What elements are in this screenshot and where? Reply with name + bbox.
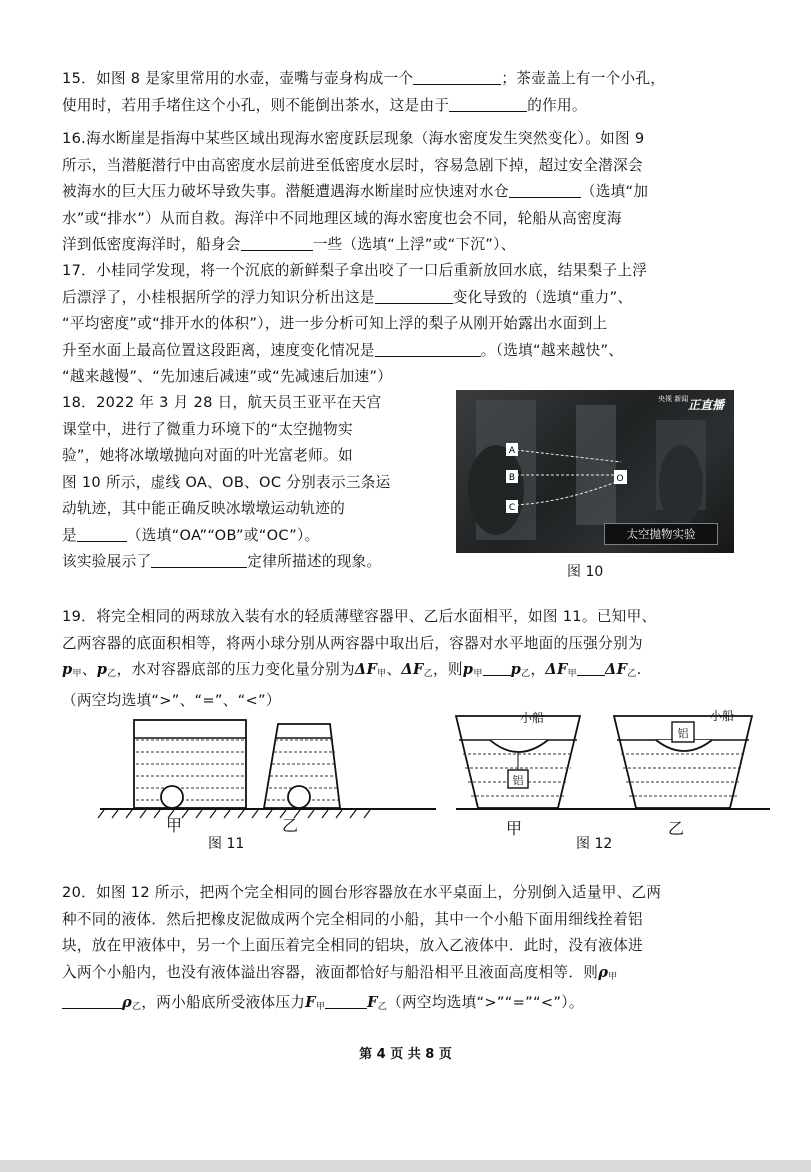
- question-16: 16.海水断崖是指海中某些区域出现海水密度跃层现象（海水密度发生突然变化）。如图 9 所示，当潜艇潜行中由高密度水层前进至低密度水层时，容易急剧下掉，超过安全潜深会 被海水的巨大压力破坏导致失事。潜艇遭遇海水断崖时应快速对水仓 （选填“加 水”或“排水”）从而自救。海洋中不同地理区域的海水密度也会不同，轮船从高密度海 洋到低密度海洋时，船身会 一些（选填“上浮”或“下沉”）、: [62, 130, 649, 253]
- question-20: 20．如图 12 所示，把两个完全相同的圆台形容器放在水平桌面上，分别倒入适量甲、乙两 种不同的液体．然后把橡皮泥做成两个完全相同的小船，其中一个小船下面用细线拴着铝 块，放在甲液体中，另一个上面压着完全相同的铝块，放入乙液体中．此时，没有液体进 入两个小船内，也没有液体溢出容器，液面都恰好与船沿相平且液面高度相等．则$\rho_甲$ $\rho_乙$，两小船底所受液体压力$F_甲$ $F_乙$（两空均选填“>”“=”“<”）。: [62, 884, 662, 1012]
- figure-11-caption: 图 11: [208, 836, 245, 852]
- scan-bottom-edge: [0, 1160, 811, 1172]
- q16-blank-2[interactable]: [241, 234, 313, 251]
- question-18: 18．2022 年 3 月 28 日，航天员王亚平在天宫 课堂中，进行了微重力环境下的“太空抛物实 验”，她将冰墩墩抛向对面的叶光富老师。如 图 10 所示，虚线 OA、OB、OC 分别表示三条运 动轨迹，其中能正确反映冰墩墩运动轨迹的 是 （选填“OA”“OB”或“OC”）。 该实验展示了 定律所描述的现象。: [62, 394, 391, 570]
- q17-blank-1[interactable]: [375, 287, 453, 304]
- traj-label-o: O: [616, 474, 624, 484]
- traj-label-c: C: [508, 503, 516, 513]
- q16-blank-1[interactable]: [509, 181, 581, 198]
- figure-12-diagram: [448, 706, 778, 856]
- figure-12-caption: 图 12: [576, 836, 613, 852]
- fig11-label-jia: 甲: [166, 816, 183, 835]
- fig12-al-right: 铝: [677, 727, 689, 740]
- question-17: 17．小桂同学发现，将一个沉底的新鲜梨子拿出咬了一口后重新放回水底，结果梨子上浮 后漂浮了，小桂根据所学的浮力知识分析出这是 变化导致的（选填“重力”、 “平均密度”或“排开水的体积”），进一步分析可知上浮的梨子从刚开始露出水面到上 升至水面上最高位置这段距离，速度变化情况是 。（选填“越来越快”、 “越来越慢”、“先加速后减速”或“先减速后加速”）: [62, 262, 648, 385]
- traj-label-b: B: [508, 473, 516, 483]
- q20-blank-2[interactable]: [325, 992, 367, 1009]
- q18-blank-2[interactable]: [151, 551, 247, 568]
- q19-blank-2[interactable]: [577, 659, 605, 676]
- broadcast-logo: 央视 新闻 正直播: [657, 395, 724, 412]
- traj-label-a: A: [508, 446, 516, 456]
- question-19: 19．将完全相同的两球放入装有水的轻质薄壁容器甲、乙后水面相平，如图 11。已知甲、 乙两容器的底面积相等，将两小球分别从两容器中取出后，容器对水平地面的压强分别为 $p_甲$、$p_乙$，水对容器底部的压力变化量分别为$\Delta F_甲$、$\Delta F_乙$，则$p_甲$ $p_乙$，$\Delta F_甲$ $\Delta F_乙$. （两空均选填“>”、“=”、“<”）: [62, 608, 657, 709]
- figure-10-photo: [456, 390, 734, 553]
- fig12-label-yi: 乙: [668, 819, 685, 838]
- photo-banner: 太空抛物实验: [604, 523, 718, 545]
- q15-blank-2[interactable]: [449, 95, 527, 112]
- fig12-al-left: 铝: [512, 774, 524, 787]
- q17-blank-2[interactable]: [375, 340, 481, 357]
- page-footer: 第 4 页 共 8 页: [359, 1047, 452, 1062]
- question-15: 15．如图 8 是家里常用的水壶，壶嘴与壶身构成一个 ；茶壶盖上有一个小孔， 使用时，若用手堵住这个小孔，则不能倒出茶水，这是由于 的作用。: [62, 70, 666, 114]
- fig12-boat-left: 小船: [520, 711, 545, 725]
- q20-blank-1[interactable]: [62, 992, 122, 1009]
- fig12-label-jia: 甲: [506, 819, 523, 838]
- fig11-label-yi: 乙: [282, 816, 299, 835]
- q15-blank-1[interactable]: [413, 68, 501, 85]
- figure-10-caption: 图 10: [567, 564, 604, 580]
- q19-blank-1[interactable]: [483, 659, 511, 676]
- fig12-boat-right: 小船: [710, 709, 735, 723]
- q18-blank-1[interactable]: [77, 525, 127, 542]
- q15-text: 15．如图 8 是家里常用的水壶，壶嘴与壶身构成一个: [62, 70, 414, 87]
- figure-11-diagram: [86, 706, 446, 856]
